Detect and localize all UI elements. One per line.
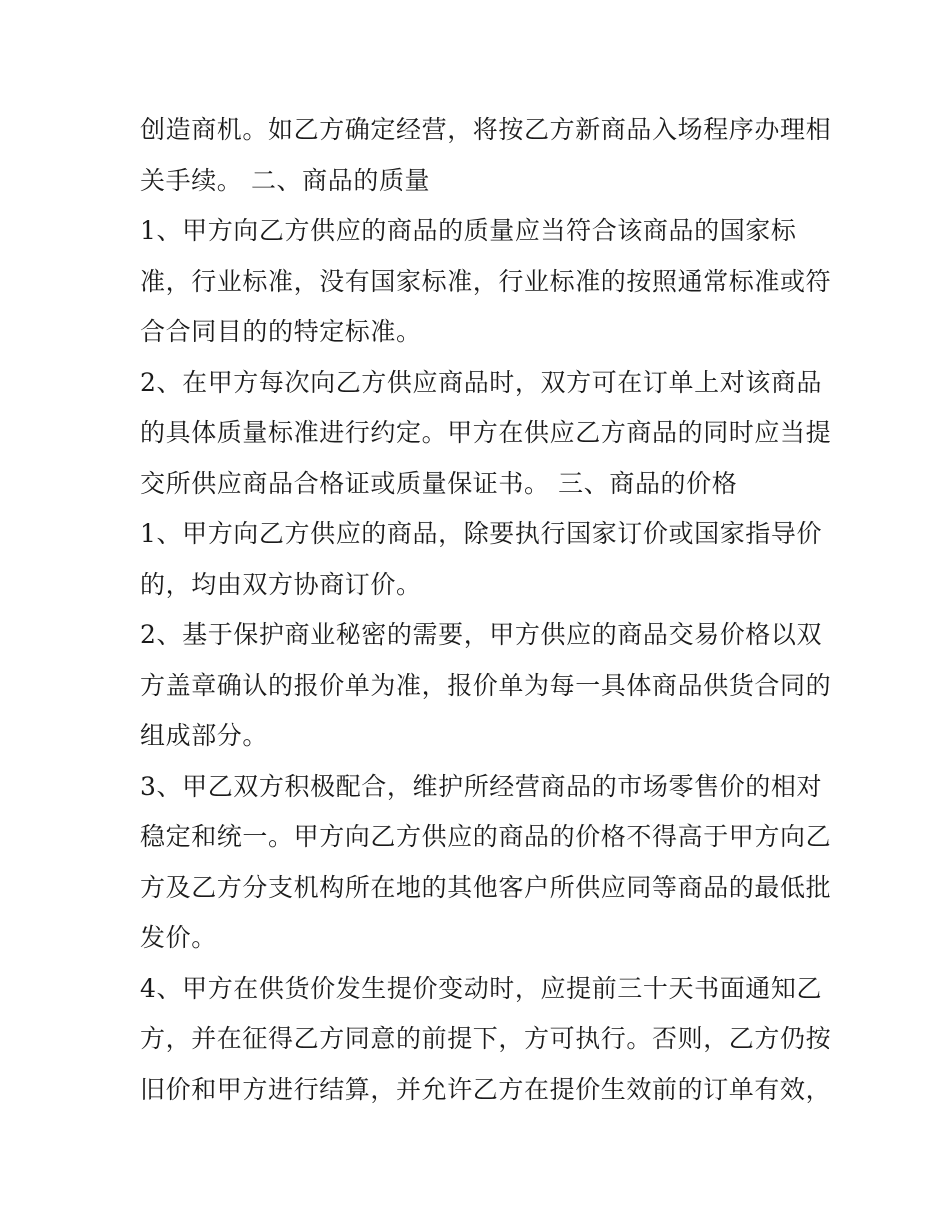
text-line: 方盖章确认的报价单为准，报价单为每一具体商品供货合同的 bbox=[140, 670, 832, 700]
text-line: 创造商机。如乙方确定经营，将按乙方新商品入场程序办理相 bbox=[140, 115, 832, 144]
text-line: 合合同目的的特定标准。 bbox=[140, 317, 422, 346]
text-line: 的具体质量标准进行约定。甲方在供应乙方商品的同时应当提 bbox=[140, 418, 832, 447]
text-line: 1、甲方向乙方供应的商品，除要执行国家订价或国家指导价 bbox=[140, 519, 823, 548]
text-line: 的，均由双方协商订价。 bbox=[140, 569, 422, 599]
text-line: 交所供应商品合格证或质量保证书。 三、商品的价格 bbox=[140, 468, 738, 498]
text-line: 方及乙方分支机构所在地的其他客户所供应同等商品的最低批 bbox=[140, 872, 832, 902]
text-line: 组成部分。 bbox=[140, 721, 269, 750]
text-line: 4、甲方在供货价发生提价变动时，应提前三十天书面通知乙 bbox=[140, 973, 823, 1003]
text-line: 旧价和甲方进行结算，并允许乙方在提价生效前的订单有效， bbox=[140, 1074, 832, 1104]
text-line: 稳定和统一。甲方向乙方供应的商品的价格不得高于甲方向乙 bbox=[140, 822, 832, 851]
text-line: 发价。 bbox=[140, 923, 217, 952]
text-line: 2、在甲方每次向乙方供应商品时，双方可在订单上对该商品 bbox=[140, 367, 823, 397]
text-line: 2、基于保护商业秘密的需要，甲方供应的商品交易价格以双 bbox=[140, 620, 823, 649]
text-line: 准，行业标准，没有国家标准，行业标准的按照通常标准或符 bbox=[140, 266, 832, 296]
text-line: 3、甲乙双方积极配合，维护所经营商品的市场零售价的相对 bbox=[140, 771, 823, 801]
text-line: 1、甲方向乙方供应的商品的质量应当符合该商品的国家标 bbox=[140, 216, 797, 245]
text-line: 关手续。 二、商品的质量 bbox=[140, 165, 431, 195]
contract-text bbox=[140, 105, 830, 1115]
text-line: 方，并在征得乙方同意的前提下，方可执行。否则，乙方仍按 bbox=[140, 1024, 832, 1053]
